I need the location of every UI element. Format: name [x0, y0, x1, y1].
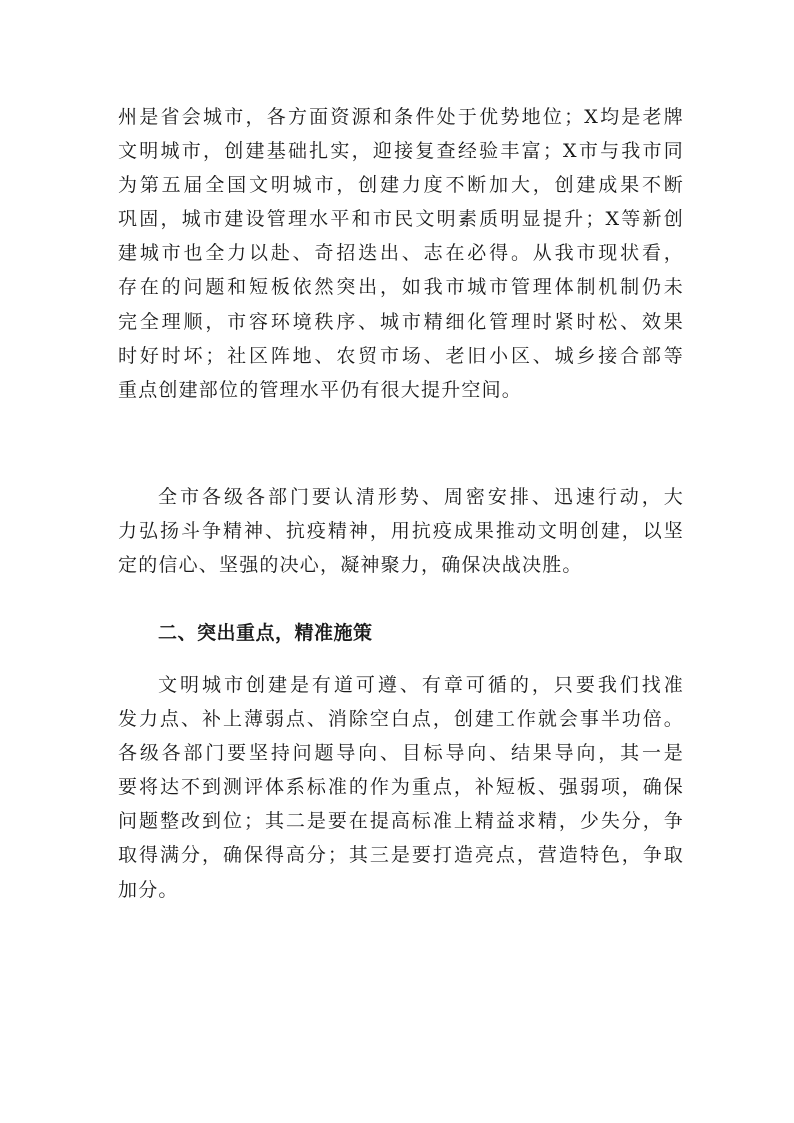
paragraph-focus-key-points: [118, 668, 684, 907]
text-line: 州是省会城市，各方面资源和条件处于优势地位；X均是老牌: [118, 106, 684, 128]
section-heading: 二、突出重点，精准施策: [158, 622, 373, 644]
text-line: 文明城市，创建基础扎实，迎接复查经验丰富；X市与我市同: [118, 140, 684, 163]
text-line: 各级各部门要坚持问题导向、目标导向、结果导向，其一是: [118, 742, 684, 765]
paragraph-recognize-situation: [118, 480, 684, 582]
text-line: 存在的问题和短板依然突出，如我市城市管理体制机制仍未: [118, 276, 684, 299]
text-line: 全市各级各部门要认清形势、周密安排、迅速行动，大: [158, 486, 684, 508]
text-line: 文明城市创建是有道可遵、有章可循的，只要我们找准: [158, 674, 684, 696]
text-line: 要将达不到测评体系标准的作为重点，补短板、强弱项，确保: [118, 776, 684, 799]
text-line: 重点创建部位的管理水平仍有很大提升空间。: [118, 378, 523, 401]
text-line: 取得满分，确保得高分；其三是要打造亮点，营造特色，争取: [118, 844, 684, 867]
text-line: 问题整改到位；其二是要在提高标准上精益求精，少失分，争: [118, 810, 684, 833]
text-line: 加分。: [118, 878, 179, 901]
text-line: 为第五届全国文明城市，创建力度不断加大，创建成果不断: [118, 174, 684, 197]
text-line: 时好时坏；社区阵地、农贸市场、老旧小区、城乡接合部等: [118, 344, 684, 367]
text-line: 定的信心、坚强的决心，凝神聚力，确保决战决胜。: [118, 554, 583, 577]
text-line: 力弘扬斗争精神、抗疫精神，用抗疫成果推动文明创建，以坚: [118, 520, 684, 543]
text-line: 巩固，城市建设管理水平和市民文明素质明显提升；X等新创: [118, 208, 684, 231]
paragraph-continued-city-comparison: [118, 100, 684, 407]
text-line: 完全理顺，市容环境秩序、城市精细化管理时紧时松、效果: [118, 310, 684, 333]
text-line: 建城市也全力以赴、奇招迭出、志在必得。从我市现状看，: [118, 242, 684, 265]
section-heading-container: [118, 616, 684, 650]
text-line: 发力点、补上薄弱点、消除空白点，创建工作就会事半功倍。: [118, 708, 684, 731]
